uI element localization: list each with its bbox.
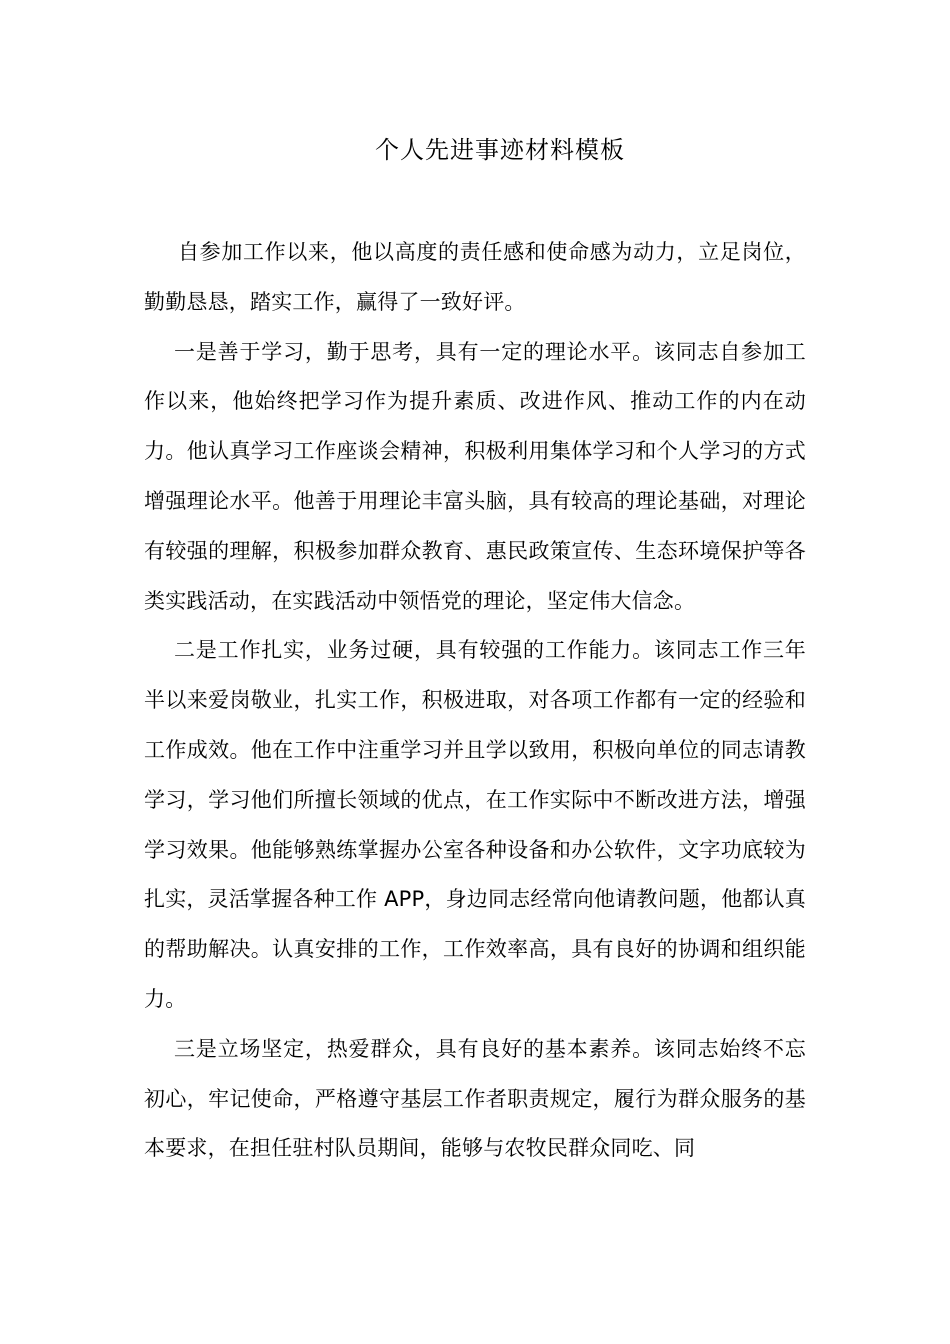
document-title: 个人先进事迹材料模板: [375, 136, 625, 164]
paragraph-work: 二是工作扎实，业务过硬，具有较强的工作能力。该同志工作三年半以来爱岗敬业，扎实工作，积极进取，对各项工作都有一定的经验和工作成效。他在工作中注重学习并且学以致用，积极向单位的同志请教学习，学习他们所擅长领域的优点，在工作实际中不断改进方法，增强学习效果。他能够熟练掌握办公室各种设备和办公软件，文字功底较为扎实，灵活掌握各种工作 APP，身边同志经常向他请教问题，他都认真的帮助解决。认真安排的工作，工作效率高，具有良好的协调和组织能力。: [144, 638, 806, 1011]
document-body: [144, 228, 806, 1174]
paragraph-intro: 自参加工作以来，他以高度的责任感和使命感为动力，立足岗位，勤勤恳恳，踏实工作，赢得了一致好评。: [144, 240, 806, 314]
paragraph-stance: 三是立场坚定，热爱群众，具有良好的基本素养。该同志始终不忘初心，牢记使命，严格遵守基层工作者职责规定，履行为群众服务的基本要求，在担任驻村队员期间，能够与农牧民群众同吃、同: [144, 1036, 806, 1161]
paragraph-study: 一是善于学习，勤于思考，具有一定的理论水平。该同志自参加工作以来，他始终把学习作为提升素质、改进作风、推动工作的内在动力。他认真学习工作座谈会精神，积极利用集体学习和个人学习的方式增强理论水平。他善于用理论丰富头脑，具有较高的理论基础，对理论有较强的理解，积极参加群众教育、惠民政策宣传、生态环境保护等各类实践活动，在实践活动中领悟党的理论，坚定伟大信念。: [144, 339, 806, 613]
